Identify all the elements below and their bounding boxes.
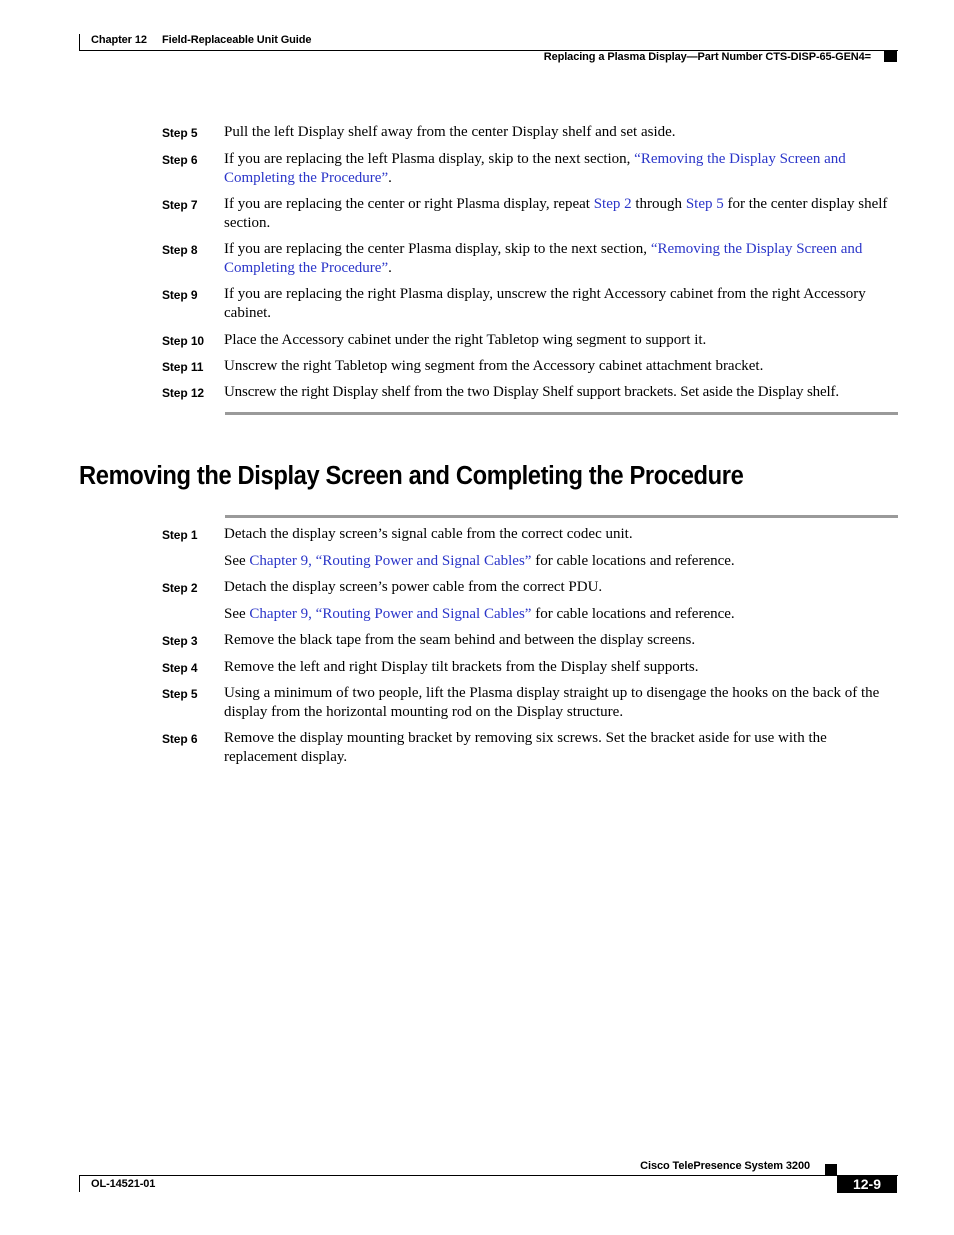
step-label: Step 5 [162,126,198,140]
step-note: See Chapter 9, “Routing Power and Signal Cables” for cable locations and reference. [224,553,735,569]
footer-doc-number: OL-14521-01 [91,1178,156,1190]
step-label: Step 1 [162,528,198,542]
step-label: Step 7 [162,198,198,212]
step-label: Step 3 [162,634,198,648]
link-chapter-9[interactable]: Chapter 9, “Routing Power and Signal Cables” [249,606,532,622]
step-text: Detach the display screen’s signal cable from the correct codec unit. [224,526,633,542]
footer-left-rule [79,1175,80,1192]
link-chapter-9[interactable]: Chapter 9, “Routing Power and Signal Cables” [249,553,532,569]
end-of-procedure-rule [225,412,898,415]
step-text: Unscrew the right Tabletop wing segment from the Accessory cabinet attachment bracket. [224,358,764,374]
link-removing-display-screen[interactable]: “Removing the Display Screen and Completing the Procedure” [224,151,846,186]
step-label: Step 10 [162,334,204,348]
header-marker-block [884,51,897,62]
link-removing-display-screen[interactable]: “Removing the Display Screen and Completing the Procedure” [224,241,863,276]
link-step-2[interactable]: Step 2 [593,196,632,212]
link-step-5[interactable]: Step 5 [685,196,724,212]
step-text: If you are replacing the right Plasma display, unscrew the right Accessory cabinet from the right Accessory cabinet. [224,286,866,321]
step-label: Step 4 [162,661,198,675]
step-label: Step 6 [162,153,198,167]
footer-rule [79,1175,898,1176]
step-label: Step 12 [162,386,204,400]
step-text: Place the Accessory cabinet under the right Tabletop wing segment to support it. [224,332,707,348]
step-note: See Chapter 9, “Routing Power and Signal Cables” for cable locations and reference. [224,606,735,622]
step-label: Step 11 [162,360,204,374]
step-text: Unscrew the right Display shelf from the two Display Shelf support brackets. Set aside the Display shelf. [224,384,839,400]
step-text: Remove the black tape from the seam behind and between the display screens. [224,632,696,648]
step-text: Using a minimum of two people, lift the Plasma display straight up to disengage the hooks on the back of the display from the horizontal mounting rod on the Display structure. [224,685,880,720]
step-text: Detach the display screen’s power cable from the correct PDU. [224,579,603,595]
header-chapter-title: Field-Replaceable Unit Guide [162,34,312,46]
step-text: If you are replacing the left Plasma display, skip to the next section, “Removing the Display Screen and Completing the Procedure”. [224,151,846,186]
footer-product-name: Cisco TelePresence System 3200 [640,1160,810,1172]
header-left-rule [79,34,80,51]
step-text: Remove the display mounting bracket by removing six screws. Set the bracket aside for use with the replacement display. [224,730,827,765]
header-section-title: Replacing a Plasma Display—Part Number CTS-DISP-65-GEN4= [543,51,871,63]
step-label: Step 6 [162,732,198,746]
step-text: Remove the left and right Display tilt brackets from the Display shelf supports. [224,659,699,675]
page-number: 12-9 [837,1175,897,1193]
step-label: Step 8 [162,243,198,257]
step-text: If you are replacing the center or right Plasma display, repeat Step 2 through Step 5 for the center display shelf section. [224,196,888,231]
step-label: Step 5 [162,687,198,701]
step-label: Step 9 [162,288,198,302]
step-label: Step 2 [162,581,198,595]
section-heading: Removing the Display Screen and Completing the Procedure [79,462,744,490]
header-chapter: Chapter 12 [91,34,147,46]
procedure-start-rule [225,515,898,518]
step-text: If you are replacing the center Plasma display, skip to the next section, “Removing the Display Screen and Completing the Procedure”. [224,241,863,276]
step-text: Pull the left Display shelf away from the center Display shelf and set aside. [224,124,676,140]
